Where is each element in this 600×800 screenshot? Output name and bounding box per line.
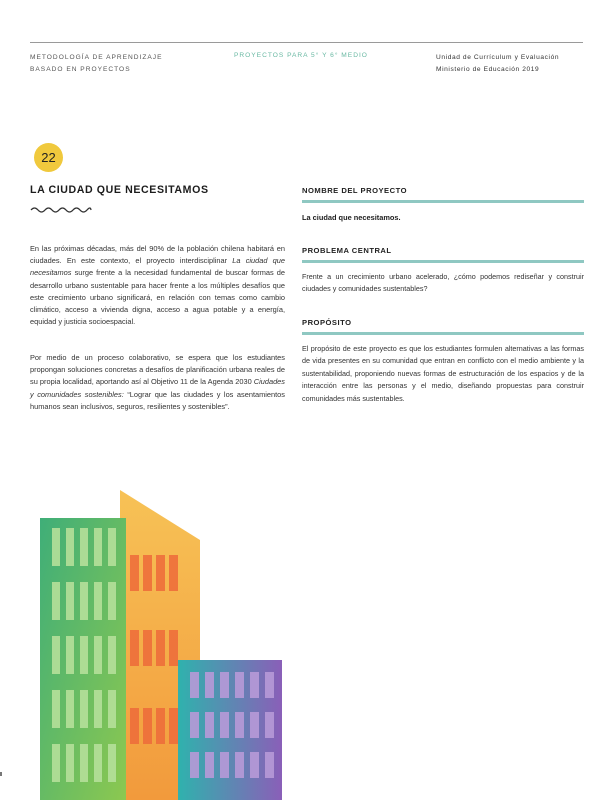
intro-paragraph xyxy=(30,243,285,328)
purpose-heading: PROPÓSITO xyxy=(302,318,352,327)
goal-text-end: “Lograr que las ciudades y los asentamientos humanos sean inclusivos, seguros, resilientes y sostenibles”. xyxy=(30,389,285,411)
city-buildings-illustration xyxy=(0,480,300,800)
intro-project-name: La ciudad que necesitamos xyxy=(30,256,286,278)
corner-mark xyxy=(0,772,2,776)
purpose-section xyxy=(302,318,584,405)
header-unit: Unidad de Currículum y Evaluación xyxy=(436,54,560,61)
wave-divider-icon xyxy=(30,205,92,215)
header-rule xyxy=(30,42,583,43)
project-name-section xyxy=(302,186,584,222)
intro-text-start: En las próximas décadas, más del 90% de la población chilena habitará en ciudades. En este contexto, el proyecto interdisciplinar xyxy=(30,244,285,266)
intro-text-end: surge frente a la necesidad fundamental de buscar formas de desarrollo urbano sustentable para hacer frente a los múltiples desafíos que este crecimiento urbano significará, en relación con temas como cambio climático, acceso a vivienda digna, acceso a agua potable y a energía, equidad y justicia socioespacial. xyxy=(30,268,285,327)
page-number-badge: 22 xyxy=(34,143,63,172)
section-rule xyxy=(302,200,584,203)
header-project-based: BASADO EN PROYECTOS xyxy=(30,66,131,73)
central-problem-text: Frente a un crecimiento urbano acelerado, ¿cómo podemos rediseñar y construir ciudades y comunidades sustentables? xyxy=(302,272,584,294)
section-rule xyxy=(302,332,584,335)
central-problem-section xyxy=(302,246,584,296)
project-name-heading: NOMBRE DEL PROYECTO xyxy=(302,186,407,195)
purpose-text: El propósito de este proyecto es que los estudiantes formulen alternativas a las formas de vida presentes en su comunidad que entran en conflicto con el medio ambiente y la sustentabilidad, proponiendo nuevas formas de estructuración de los espacios y de la interacción entre las personas y el medio, diseñando propuestas para construir comunidades más sustentables. xyxy=(302,344,584,403)
header-methodology: METODOLOGÍA DE APRENDIZAJE xyxy=(30,54,163,61)
header-center: PROYECTOS PARA 5° Y 6° MEDIO xyxy=(234,52,368,59)
goal-agenda-title: Ciudades y comunidades sostenibles: xyxy=(30,377,285,399)
central-problem-heading: PROBLEMA CENTRAL xyxy=(302,246,392,255)
page-title: LA CIUDAD QUE NECESITAMOS xyxy=(30,184,209,196)
header-left xyxy=(30,52,163,76)
project-name-value: La ciudad que necesitamos. xyxy=(302,213,401,222)
goal-text-start: Por medio de un proceso colaborativo, se espera que los estudiantes propongan soluciones concretas a desafíos de planificación urbana reales de su propia localidad, aportando así al Objetivo 11 de la Agenda 2030 xyxy=(30,353,285,387)
section-rule xyxy=(302,260,584,263)
header-right xyxy=(436,52,559,76)
goal-paragraph xyxy=(30,352,285,413)
header-ministry: Ministerio de Educación 2019 xyxy=(436,66,540,73)
